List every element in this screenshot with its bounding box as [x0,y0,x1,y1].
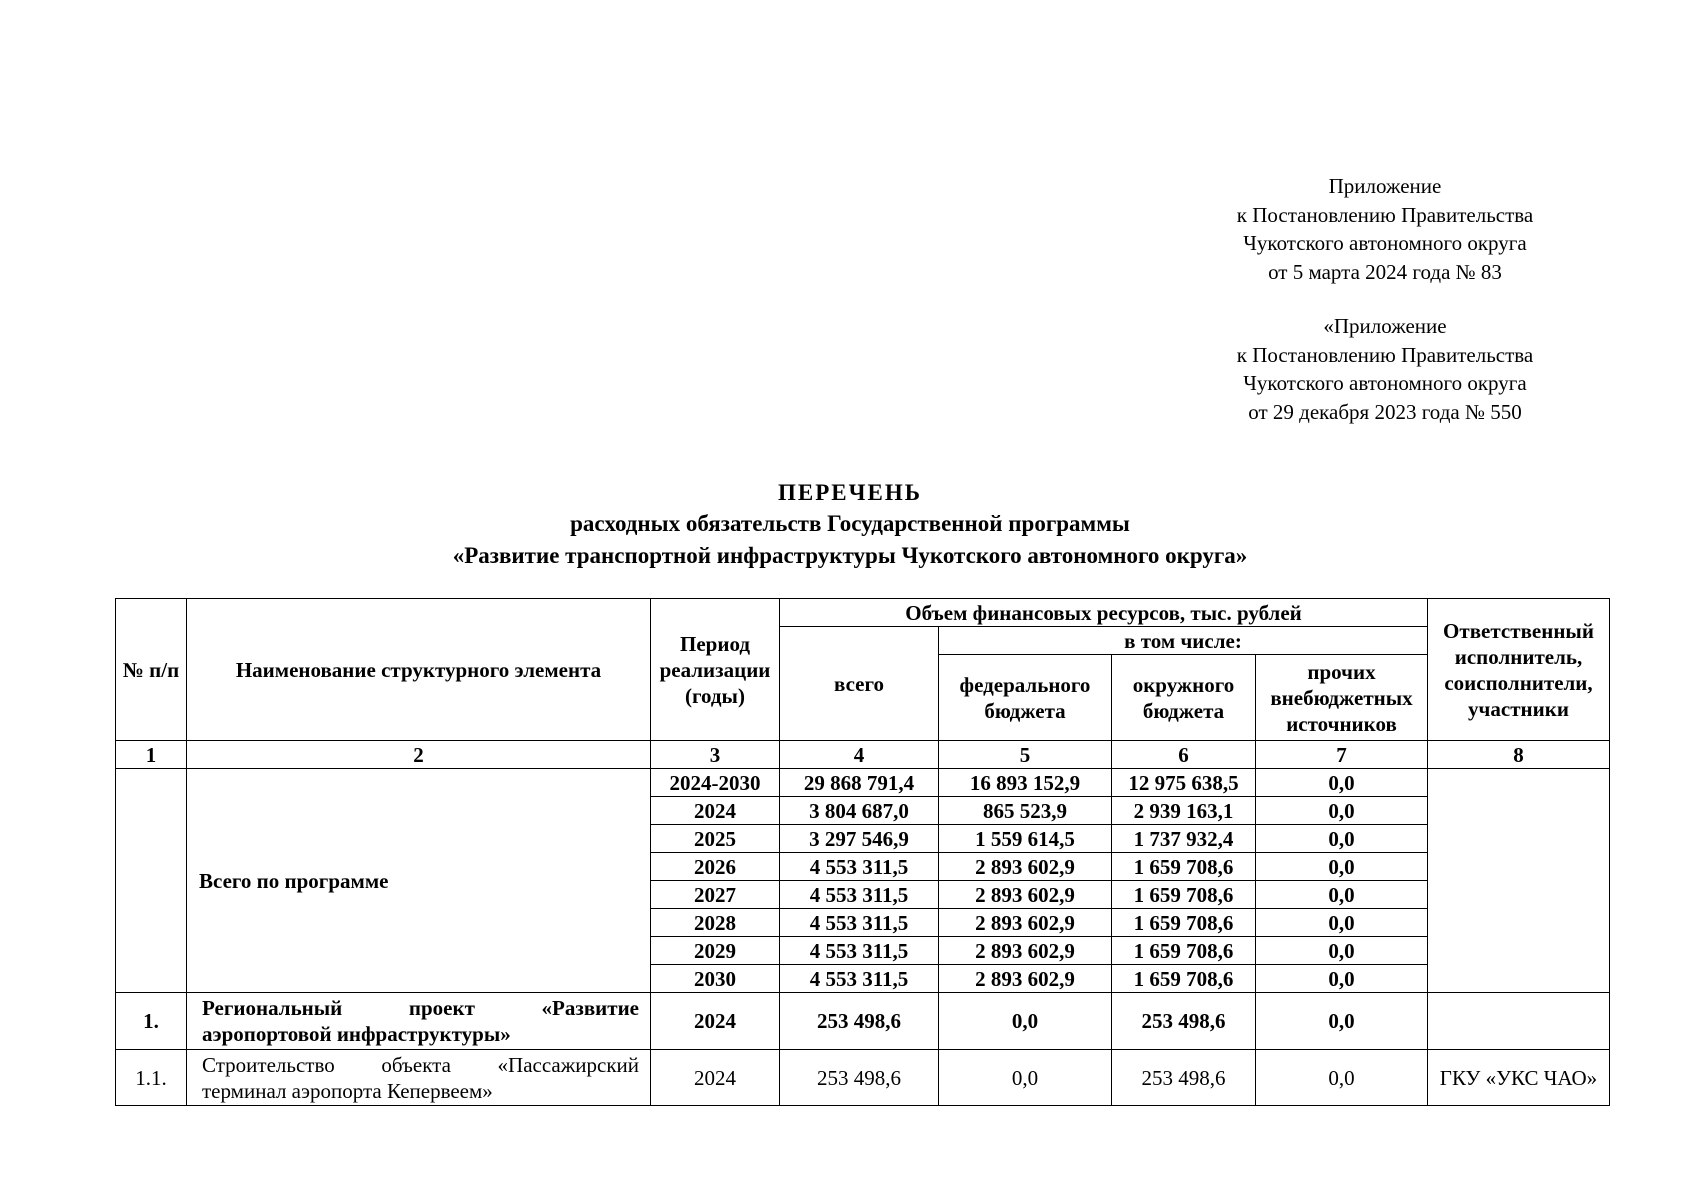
header-total: всего [780,627,939,741]
header-name: Наименование структурного элемента [187,599,651,741]
col-number: 5 [939,741,1112,769]
total-num-cell [116,769,187,993]
period-cell: 2026 [651,853,780,881]
federal-cell: 2 893 602,9 [939,881,1112,909]
original-appendix-line: к Постановлению Правительства [1236,342,1534,367]
period-cell: 2024 [651,797,780,825]
district-cell: 1 659 708,6 [1112,909,1256,937]
other-cell: 0,0 [1256,853,1428,881]
header-federal [939,655,1112,741]
federal-cell: 1 559 614,5 [939,825,1112,853]
original-appendix-line: от 29 декабря 2023 года № 550 [1248,399,1522,424]
appendix-header-line: Чукотского автономного округа [1243,231,1527,255]
header-responsible-line: соисполнители, [1444,670,1593,695]
header-num: № п/п [116,599,187,741]
other-cell: 0,0 [1256,769,1428,797]
item-name-line: Строительство объекта «Пассажирский [202,1052,639,1077]
other-cell: 0,0 [1256,825,1428,853]
district-cell: 1 659 708,6 [1112,881,1256,909]
period-cell: 2025 [651,825,780,853]
item-name-line: терминал аэропорта Кепервеем» [202,1078,493,1103]
col-number: 8 [1428,741,1610,769]
header-other [1256,655,1428,741]
appendix-header-line: Приложение [1328,174,1442,198]
item-responsible: ГКУ «УКС ЧАО» [1428,1050,1610,1106]
district-cell: 2 939 163,1 [1112,797,1256,825]
header-period-line: реализации [659,657,771,682]
federal-cell: 2 893 602,9 [939,965,1112,993]
federal-cell: 2 893 602,9 [939,909,1112,937]
total-cell: 4 553 311,5 [780,853,939,881]
total-cell: 4 553 311,5 [780,937,939,965]
item-total: 253 498,6 [780,1050,939,1106]
federal-cell: 2 893 602,9 [939,937,1112,965]
document-subtitle: расходных обязательств Государственной программы [570,511,1130,536]
item-name [187,1050,651,1106]
header-period-line: (годы) [685,683,745,708]
appendix-header-line: к Постановлению Правительства [1236,202,1534,227]
other-cell: 0,0 [1256,965,1428,993]
project-name-line: Региональный проект «Развитие [202,996,639,1020]
district-cell: 1 737 932,4 [1112,825,1256,853]
header-responsible-line: участники [1468,696,1569,721]
project-row [116,993,1610,1050]
district-cell: 12 975 638,5 [1112,769,1256,797]
header-including: в том числе: [939,627,1428,655]
header-other-line: внебюджетных [1270,685,1413,710]
header-district [1112,655,1256,741]
header-responsible [1428,599,1610,741]
total-cell: 3 804 687,0 [780,797,939,825]
col-number: 4 [780,741,939,769]
header-other-line: прочих [1307,659,1376,684]
appendix-header [1160,172,1610,286]
column-number-row [116,741,1610,769]
period-cell: 2030 [651,965,780,993]
header-responsible-line: Ответственный [1443,618,1594,643]
col-number: 3 [651,741,780,769]
header-district-line: бюджета [1142,698,1225,723]
district-cell: 1 659 708,6 [1112,965,1256,993]
item-row [116,1050,1610,1106]
total-cell: 29 868 791,4 [780,769,939,797]
col-number: 2 [187,741,651,769]
header-federal-line: бюджета [984,698,1066,723]
header-district-line: окружного [1132,672,1235,697]
total-label: Всего по программе [187,769,651,993]
document-title-block [360,478,1340,572]
total-cell: 4 553 311,5 [780,909,939,937]
header-period [651,599,780,741]
project-total: 253 498,6 [780,993,939,1050]
expenditure-table [115,598,1610,1106]
period-cell: 2029 [651,937,780,965]
item-other: 0,0 [1256,1050,1428,1106]
district-cell: 1 659 708,6 [1112,937,1256,965]
total-cell: 4 553 311,5 [780,965,939,993]
period-cell: 2028 [651,909,780,937]
total-cell: 3 297 546,9 [780,825,939,853]
other-cell: 0,0 [1256,937,1428,965]
col-number: 7 [1256,741,1428,769]
project-federal: 0,0 [939,993,1112,1050]
item-federal: 0,0 [939,1050,1112,1106]
district-cell: 1 659 708,6 [1112,853,1256,881]
header-volume: Объем финансовых ресурсов, тыс. рублей [780,599,1428,627]
program-name: «Развитие транспортной инфраструктуры Чукотского автономного округа» [452,543,1248,568]
project-name-line: аэропортовой инфраструктуры» [202,1022,511,1046]
period-cell: 2027 [651,881,780,909]
table-row [116,769,1610,797]
project-num: 1. [116,993,187,1050]
other-cell: 0,0 [1256,909,1428,937]
original-appendix-line: Чукотского автономного округа [1243,371,1527,395]
item-period: 2024 [651,1050,780,1106]
other-cell: 0,0 [1256,797,1428,825]
header-other-line: источников [1286,711,1397,736]
project-name [187,993,651,1050]
document-title: ПЕРЕЧЕНЬ [778,480,922,505]
item-district: 253 498,6 [1112,1050,1256,1106]
project-responsible [1428,993,1610,1050]
other-cell: 0,0 [1256,881,1428,909]
project-period: 2024 [651,993,780,1050]
federal-cell: 16 893 152,9 [939,769,1112,797]
federal-cell: 865 523,9 [939,797,1112,825]
col-number: 1 [116,741,187,769]
total-cell: 4 553 311,5 [780,881,939,909]
col-number: 6 [1112,741,1256,769]
header-period-line: Период [680,631,750,656]
appendix-header-line: от 5 марта 2024 года № 83 [1268,259,1502,284]
period-cell: 2024-2030 [651,769,780,797]
header-responsible-line: исполнитель, [1454,644,1583,669]
header-federal-line: федерального [959,672,1091,697]
project-other: 0,0 [1256,993,1428,1050]
original-appendix-line: «Приложение [1323,314,1447,338]
total-responsible-cell [1428,769,1610,993]
original-appendix-header [1160,312,1610,426]
federal-cell: 2 893 602,9 [939,853,1112,881]
project-district: 253 498,6 [1112,993,1256,1050]
item-num: 1.1. [116,1050,187,1106]
